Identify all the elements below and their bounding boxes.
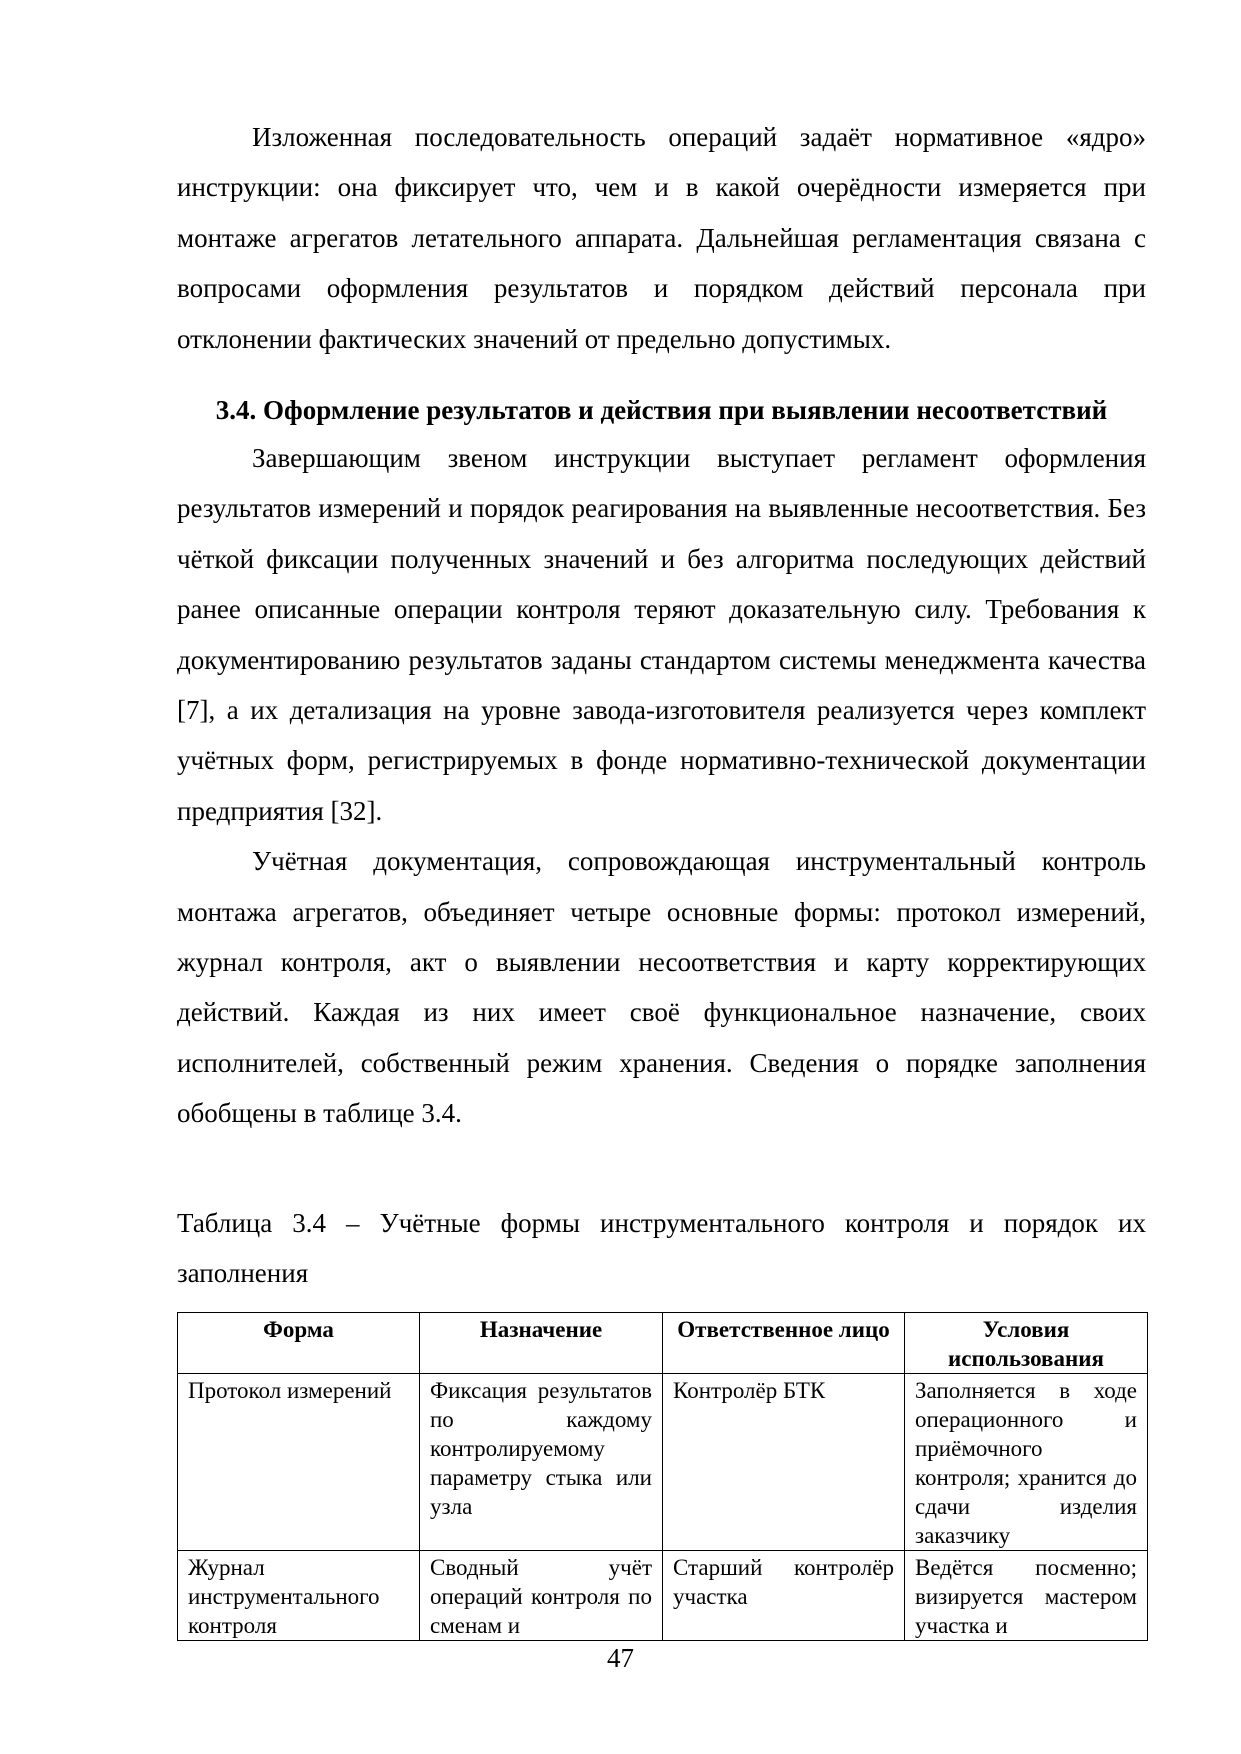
section-heading: 3.4. Оформление результатов и действия при выявлении несоответствий [215,395,1108,425]
paragraph-text: Изложенная последовательность операций задаёт нормативное «ядро» инструкции: она фиксирует что, чем и в какой очерёдности измеряется при монтаже агрегатов летательного аппарата. Дальнейшая регламентация связана с вопросами оформления результатов и порядком действий персонала при отклонении фактических значений от предельно допустимых. [177,122,1146,354]
column-header: Условия использования [905,1313,1148,1374]
table-cell-responsible: Старший контролёр участка [663,1551,905,1641]
table-header-row [178,1313,1148,1374]
section-body [177,433,1146,1139]
column-header: Форма [178,1313,420,1374]
table-cell-conditions: Заполняется в ходе операционного и приёмочного контроля; хранится до сдачи изделия заказчику [905,1374,1148,1551]
paragraph-text: Завершающим звеном инструкции выступает регламент оформления результатов измерений и порядок реагирования на выявленные несоответствия. Без чёткой фиксации полученных значений и без алгоритма последующих действий ранее описанные операции контроля теряют доказательную силу. Требования к документированию результатов заданы стандартом системы менеджмента качества [7], а их детализация на уровне завода-изготовителя реализуется через комплект учётных форм, регистрируемых в фонде нормативно-технической документации предприятия [32]. [177,443,1146,826]
column-header: Назначение [420,1313,663,1374]
paragraph-intro [177,112,1146,364]
column-header: Ответственное лицо [663,1313,905,1374]
accounting-forms-table [177,1312,1148,1641]
table-cell-purpose: Сводный учёт операций контроля по сменам и [420,1551,663,1641]
page-number: 47 [607,1643,634,1673]
table-caption: Таблица 3.4 – Учётные формы инструментального контроля и порядок их заполнения [177,1208,1146,1288]
table-cell-responsible: Контролёр БТК [663,1374,905,1551]
table-cell-conditions: Ведётся посменно; визируется мастером участка и [905,1551,1148,1641]
table-cell-form: Протокол измерений [178,1374,420,1551]
table-cell-purpose: Фиксация результатов по каждому контролируемому параметру стыка или узла [420,1374,663,1551]
table-cell-form: Журнал инструментального контроля [178,1551,420,1641]
table-row [178,1374,1148,1551]
table-row [178,1551,1148,1641]
paragraph-text: Учётная документация, сопровождающая инструментальный контроль монтажа агрегатов, объединяет четыре основные формы: протокол измерений, журнал контроля, акт о выявлении несоответствия и карту корректирующих действий. Каждая из них имеет своё функциональное назначение, своих исполнителей, собственный режим хранения. Сведения о порядке заполнения обобщены в таблице 3.4. [177,846,1146,1129]
